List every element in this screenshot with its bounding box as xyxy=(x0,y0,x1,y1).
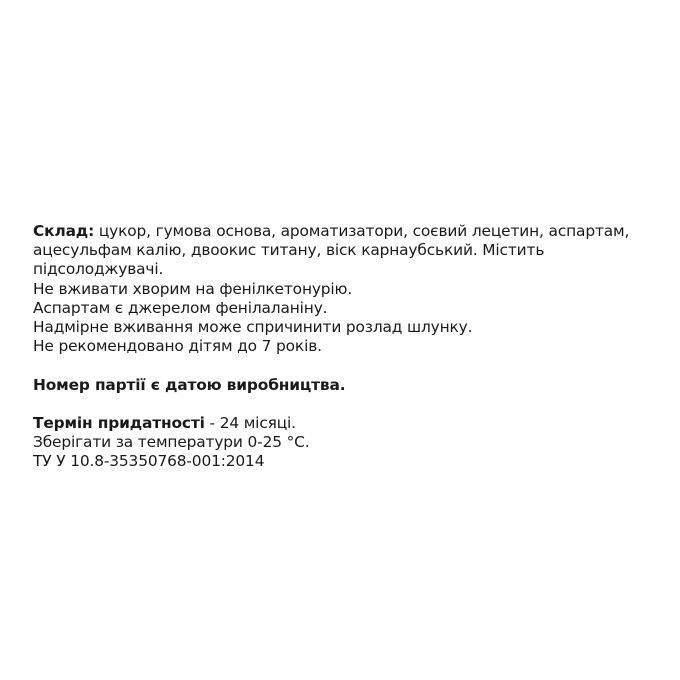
shelf-life-text: - 24 місяці. xyxy=(204,414,296,432)
composition-paragraph xyxy=(33,222,658,280)
warning-children: Не рекомендовано дітям до 7 років. xyxy=(33,337,322,356)
technical-standard: ТУ У 10.8-35350768-001:2014 xyxy=(33,452,265,471)
warning-stomach: Надмірне вживання може спричинити розлад шлунку. xyxy=(33,318,473,337)
storage-conditions: Зберігати за температури 0-25 °С. xyxy=(33,433,310,452)
composition-label: Склад: xyxy=(33,222,95,240)
spacer xyxy=(33,356,658,375)
composition-text: цукор, гумова основа, ароматизатори, соєвий лецетин, аспартам, ацесульфам калію, двоокис титану, віск карнаубський. Містить підсолоджувачі. xyxy=(33,222,630,279)
product-label-text xyxy=(33,222,658,472)
warning-phenylketonuria: Не вживати хворим на фенілкетонурію. xyxy=(33,279,353,298)
batch-note-text: Номер партії є датою виробництва. xyxy=(33,375,346,394)
batch-note xyxy=(33,376,658,395)
spacer xyxy=(33,395,658,414)
warning-aspartame: Аспартам є джерелом фенілаланіну. xyxy=(33,298,328,317)
shelf-life-label: Термін придатності xyxy=(33,414,205,432)
shelf-life xyxy=(33,414,658,433)
